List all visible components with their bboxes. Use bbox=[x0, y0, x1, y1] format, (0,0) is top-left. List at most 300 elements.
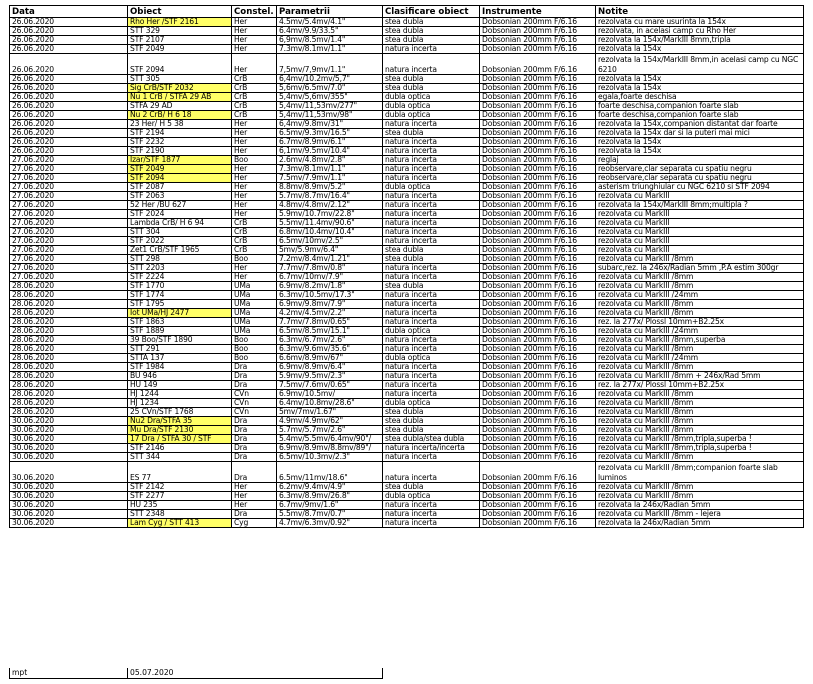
object-cell[interactable]: STT 305 bbox=[128, 75, 232, 84]
header-classification[interactable]: Clasificare obiect bbox=[383, 6, 480, 18]
parameters-cell[interactable]: 6.6mv/8.9mv/67" bbox=[277, 354, 383, 363]
notes-cell[interactable]: rezolvata cu MarkIII /8mm bbox=[596, 483, 804, 492]
object-cell[interactable]: Lambda CrB/ H 6 94 bbox=[128, 219, 232, 228]
object-cell[interactable]: HU 149 bbox=[128, 381, 232, 390]
date-cell[interactable]: 28.06.2020 bbox=[10, 282, 128, 291]
notes-cell[interactable]: rezolvata cu MarkIII /8mm bbox=[596, 417, 804, 426]
notes-cell[interactable]: rezolvata la 154x/MarkIII 8mm,tripla bbox=[596, 36, 804, 45]
object-cell[interactable]: STF 2277 bbox=[128, 492, 232, 501]
object-cell[interactable]: Iot UMa/HJ 2477 bbox=[128, 309, 232, 318]
notes-cell[interactable]: rez. la 277x/ Plossl 10mm+B2.25x bbox=[596, 318, 804, 327]
notes-cell[interactable]: rezolvata, in acelasi camp cu Rho Her bbox=[596, 27, 804, 36]
date-cell[interactable]: 27.06.2020 bbox=[10, 156, 128, 165]
parameters-cell[interactable]: 6.3mv/6.7mv/2.6" bbox=[277, 336, 383, 345]
notes-cell[interactable]: rezolvata cu MarkIII /8mm bbox=[596, 408, 804, 417]
object-cell[interactable]: Lam Cyg / STT 413 bbox=[128, 519, 232, 528]
constellation-cell[interactable]: Cyg bbox=[232, 519, 277, 528]
date-cell[interactable]: 28.06.2020 bbox=[10, 363, 128, 372]
instrument-cell[interactable]: Dobsonian 200mm F/6.16 bbox=[480, 111, 596, 120]
notes-cell[interactable]: rezolvata cu MarkIII /8mm + 246x/Rad 5mm bbox=[596, 372, 804, 381]
parameters-cell[interactable]: 7.3mv/8.1mv/1.1" bbox=[277, 45, 383, 54]
parameters-cell[interactable]: 7.5mv/7.6mv/0.65" bbox=[277, 381, 383, 390]
footer-date[interactable]: 05.07.2020 bbox=[128, 668, 383, 679]
constellation-cell[interactable]: Boo bbox=[232, 354, 277, 363]
parameters-cell[interactable]: 4.5mv/5.4mv/4.1" bbox=[277, 18, 383, 27]
object-cell[interactable]: 23 Her/ H 5 38 bbox=[128, 120, 232, 129]
constellation-cell[interactable]: Dra bbox=[232, 462, 277, 483]
notes-cell[interactable]: rezolvata cu MarkIII bbox=[596, 246, 804, 255]
instrument-cell[interactable]: Dobsonian 200mm F/6.16 bbox=[480, 417, 596, 426]
instrument-cell[interactable]: Dobsonian 200mm F/6.16 bbox=[480, 363, 596, 372]
instrument-cell[interactable]: Dobsonian 200mm F/6.16 bbox=[480, 390, 596, 399]
instrument-cell[interactable]: Dobsonian 200mm F/6.16 bbox=[480, 300, 596, 309]
object-cell[interactable]: STF 1774 bbox=[128, 291, 232, 300]
instrument-cell[interactable]: Dobsonian 200mm F/6.16 bbox=[480, 174, 596, 183]
constellation-cell[interactable]: Dra bbox=[232, 372, 277, 381]
instrument-cell[interactable]: Dobsonian 200mm F/6.16 bbox=[480, 183, 596, 192]
classification-cell[interactable]: natura incerta bbox=[383, 372, 480, 381]
date-cell[interactable]: 28.06.2020 bbox=[10, 291, 128, 300]
constellation-cell[interactable]: CrB bbox=[232, 93, 277, 102]
constellation-cell[interactable]: Dra bbox=[232, 363, 277, 372]
instrument-cell[interactable]: Dobsonian 200mm F/6.16 bbox=[480, 354, 596, 363]
constellation-cell[interactable]: CrB bbox=[232, 84, 277, 93]
notes-cell[interactable]: rezolvata cu MarkIII /8mm bbox=[596, 426, 804, 435]
parameters-cell[interactable]: 2.6mv/4.8mv/2.8" bbox=[277, 156, 383, 165]
constellation-cell[interactable]: Her bbox=[232, 501, 277, 510]
object-cell[interactable]: Nu 1 CrB / STFA 29 AB bbox=[128, 93, 232, 102]
date-cell[interactable]: 30.06.2020 bbox=[10, 462, 128, 483]
classification-cell[interactable]: natura incerta bbox=[383, 237, 480, 246]
instrument-cell[interactable]: Dobsonian 200mm F/6.16 bbox=[480, 255, 596, 264]
object-cell[interactable]: STF 2224 bbox=[128, 273, 232, 282]
constellation-cell[interactable]: CrB bbox=[232, 237, 277, 246]
date-cell[interactable]: 28.06.2020 bbox=[10, 336, 128, 345]
constellation-cell[interactable]: UMa bbox=[232, 318, 277, 327]
classification-cell[interactable]: natura incerta bbox=[383, 318, 480, 327]
instrument-cell[interactable]: Dobsonian 200mm F/6.16 bbox=[480, 84, 596, 93]
constellation-cell[interactable]: CrB bbox=[232, 75, 277, 84]
date-cell[interactable]: 27.06.2020 bbox=[10, 174, 128, 183]
date-cell[interactable]: 28.06.2020 bbox=[10, 345, 128, 354]
object-cell[interactable]: STF 1795 bbox=[128, 300, 232, 309]
classification-cell[interactable]: natura incerta bbox=[383, 192, 480, 201]
constellation-cell[interactable]: Her bbox=[232, 45, 277, 54]
parameters-cell[interactable]: 5.9mv/10.7mv/22.8" bbox=[277, 210, 383, 219]
classification-cell[interactable]: natura incerta bbox=[383, 336, 480, 345]
classification-cell[interactable]: dubla optica bbox=[383, 183, 480, 192]
date-cell[interactable]: 30.06.2020 bbox=[10, 417, 128, 426]
header-date[interactable]: Data bbox=[10, 6, 128, 18]
notes-cell[interactable]: rezolvata la 246x/Radian 5mm bbox=[596, 501, 804, 510]
parameters-cell[interactable]: 7,5mv/7,9mv/1.1" bbox=[277, 54, 383, 75]
classification-cell[interactable]: natura incerta bbox=[383, 156, 480, 165]
parameters-cell[interactable]: 6.3mv/10.5mv/17.3" bbox=[277, 291, 383, 300]
date-cell[interactable]: 26.06.2020 bbox=[10, 93, 128, 102]
date-cell[interactable]: 26.06.2020 bbox=[10, 102, 128, 111]
instrument-cell[interactable]: Dobsonian 200mm F/6.16 bbox=[480, 408, 596, 417]
parameters-cell[interactable]: 6.3mv/9.6mv/35.6" bbox=[277, 345, 383, 354]
notes-cell[interactable]: egala,foarte deschisa bbox=[596, 93, 804, 102]
classification-cell[interactable]: natura incerta bbox=[383, 54, 480, 75]
notes-cell[interactable]: rezolvata la 154x dar si la puteri mai mici bbox=[596, 129, 804, 138]
date-cell[interactable]: 26.06.2020 bbox=[10, 147, 128, 156]
classification-cell[interactable]: natura incerta bbox=[383, 273, 480, 282]
instrument-cell[interactable]: Dobsonian 200mm F/6.16 bbox=[480, 219, 596, 228]
date-cell[interactable]: 27.06.2020 bbox=[10, 183, 128, 192]
constellation-cell[interactable]: CVn bbox=[232, 408, 277, 417]
constellation-cell[interactable]: Her bbox=[232, 165, 277, 174]
notes-cell[interactable]: rezolvata cu MarkIII /8mm - lejera bbox=[596, 510, 804, 519]
constellation-cell[interactable]: Her bbox=[232, 138, 277, 147]
date-cell[interactable]: 26.06.2020 bbox=[10, 18, 128, 27]
constellation-cell[interactable]: Dra bbox=[232, 417, 277, 426]
instrument-cell[interactable]: Dobsonian 200mm F/6.16 bbox=[480, 462, 596, 483]
object-cell[interactable]: STF 2146 bbox=[128, 444, 232, 453]
object-cell[interactable]: HU 235 bbox=[128, 501, 232, 510]
parameters-cell[interactable]: 5.5mv/8.7mv/0.7" bbox=[277, 510, 383, 519]
instrument-cell[interactable]: Dobsonian 200mm F/6.16 bbox=[480, 399, 596, 408]
notes-cell[interactable]: rezolvata cu MarkIII /8mm bbox=[596, 390, 804, 399]
notes-cell[interactable]: rezolvata la 246x/Radian 5mm bbox=[596, 519, 804, 528]
classification-cell[interactable]: stea dubla bbox=[383, 27, 480, 36]
object-cell[interactable]: STF 2049 bbox=[128, 165, 232, 174]
classification-cell[interactable]: natura incerta bbox=[383, 300, 480, 309]
constellation-cell[interactable]: Boo bbox=[232, 336, 277, 345]
constellation-cell[interactable]: Her bbox=[232, 492, 277, 501]
date-cell[interactable]: 26.06.2020 bbox=[10, 138, 128, 147]
object-cell[interactable]: STT 2348 bbox=[128, 510, 232, 519]
date-cell[interactable]: 30.06.2020 bbox=[10, 519, 128, 528]
date-cell[interactable]: 30.06.2020 bbox=[10, 426, 128, 435]
date-cell[interactable]: 28.06.2020 bbox=[10, 300, 128, 309]
date-cell[interactable]: 28.06.2020 bbox=[10, 381, 128, 390]
constellation-cell[interactable]: CVn bbox=[232, 390, 277, 399]
parameters-cell[interactable]: 6.9mv/9.8mv/7.9" bbox=[277, 300, 383, 309]
object-cell[interactable]: STF 1984 bbox=[128, 363, 232, 372]
instrument-cell[interactable]: Dobsonian 200mm F/6.16 bbox=[480, 75, 596, 84]
object-cell[interactable]: STF 2022 bbox=[128, 237, 232, 246]
parameters-cell[interactable]: 6.9mv/8.9mv/8.8mv/89"/ bbox=[277, 444, 383, 453]
classification-cell[interactable]: dubla optica bbox=[383, 327, 480, 336]
parameters-cell[interactable]: 6,4mv/9.8mv/31" bbox=[277, 120, 383, 129]
object-cell[interactable]: 52 Her /BU 627 bbox=[128, 201, 232, 210]
parameters-cell[interactable]: 5.7mv/5.7mv/2.6" bbox=[277, 426, 383, 435]
parameters-cell[interactable]: 6,4mv/10.2mv/5,7" bbox=[277, 75, 383, 84]
notes-cell[interactable]: rezolvata cu MarkIII /8mm,tripla,superba ! bbox=[596, 444, 804, 453]
constellation-cell[interactable]: Dra bbox=[232, 426, 277, 435]
constellation-cell[interactable]: Dra bbox=[232, 510, 277, 519]
constellation-cell[interactable]: Her bbox=[232, 27, 277, 36]
date-cell[interactable]: 30.06.2020 bbox=[10, 501, 128, 510]
constellation-cell[interactable]: Her bbox=[232, 483, 277, 492]
date-cell[interactable]: 30.06.2020 bbox=[10, 435, 128, 444]
instrument-cell[interactable]: Dobsonian 200mm F/6.16 bbox=[480, 453, 596, 462]
object-cell[interactable]: HJ 1234 bbox=[128, 399, 232, 408]
object-cell[interactable]: Zet1 CrB/STF 1965 bbox=[128, 246, 232, 255]
object-cell[interactable]: BU 946 bbox=[128, 372, 232, 381]
date-cell[interactable]: 26.06.2020 bbox=[10, 75, 128, 84]
notes-cell[interactable]: rezolvata cu MarkIII bbox=[596, 228, 804, 237]
object-cell[interactable]: STT 298 bbox=[128, 255, 232, 264]
constellation-cell[interactable]: UMa bbox=[232, 291, 277, 300]
constellation-cell[interactable]: Her bbox=[232, 120, 277, 129]
constellation-cell[interactable]: Her bbox=[232, 54, 277, 75]
notes-cell[interactable]: rezolvata cu MarkIII /24mm bbox=[596, 354, 804, 363]
classification-cell[interactable]: natura incerta bbox=[383, 363, 480, 372]
classification-cell[interactable]: natura incerta bbox=[383, 309, 480, 318]
classification-cell[interactable]: natura incerta bbox=[383, 165, 480, 174]
classification-cell[interactable]: stea dubla bbox=[383, 426, 480, 435]
notes-cell[interactable]: rezolvata cu MarkIII /8mm bbox=[596, 273, 804, 282]
instrument-cell[interactable]: Dobsonian 200mm F/6.16 bbox=[480, 36, 596, 45]
instrument-cell[interactable]: Dobsonian 200mm F/6.16 bbox=[480, 336, 596, 345]
parameters-cell[interactable]: 4.7mv/6.3mv/0.92" bbox=[277, 519, 383, 528]
header-parameters[interactable]: Parametrii bbox=[277, 6, 383, 18]
classification-cell[interactable]: stea dubla bbox=[383, 255, 480, 264]
classification-cell[interactable]: stea dubla bbox=[383, 417, 480, 426]
notes-cell[interactable]: asterism triunghiular cu NGC 6210 si STF 2094 bbox=[596, 183, 804, 192]
instrument-cell[interactable]: Dobsonian 200mm F/6.16 bbox=[480, 27, 596, 36]
object-cell[interactable]: STF 2190 bbox=[128, 147, 232, 156]
date-cell[interactable]: 30.06.2020 bbox=[10, 510, 128, 519]
notes-cell[interactable]: rezolvata la 154x,companion distantat dar foarte bbox=[596, 120, 804, 129]
object-cell[interactable]: STF 2049 bbox=[128, 45, 232, 54]
object-cell[interactable]: STT 329 bbox=[128, 27, 232, 36]
parameters-cell[interactable]: 5.7mv/8.7mv/16.4" bbox=[277, 192, 383, 201]
parameters-cell[interactable]: 7.3mv/8.1mv/1.1" bbox=[277, 165, 383, 174]
instrument-cell[interactable]: Dobsonian 200mm F/6.16 bbox=[480, 519, 596, 528]
constellation-cell[interactable]: CVn bbox=[232, 399, 277, 408]
parameters-cell[interactable]: 6,1mv/9.5mv/10.4" bbox=[277, 147, 383, 156]
constellation-cell[interactable]: Her bbox=[232, 201, 277, 210]
classification-cell[interactable]: natura incerta bbox=[383, 264, 480, 273]
object-cell[interactable]: STF 2107 bbox=[128, 36, 232, 45]
parameters-cell[interactable]: 5mv/7mv/1.67" bbox=[277, 408, 383, 417]
classification-cell[interactable]: natura incerta bbox=[383, 45, 480, 54]
classification-cell[interactable]: natura incerta bbox=[383, 210, 480, 219]
constellation-cell[interactable]: Boo bbox=[232, 345, 277, 354]
notes-cell[interactable]: rez. la 277x/ Plossl 10mm+B2.25x bbox=[596, 381, 804, 390]
notes-cell[interactable]: rezolvata la 154x/MarkIII 8mm;multipla ? bbox=[596, 201, 804, 210]
instrument-cell[interactable]: Dobsonian 200mm F/6.16 bbox=[480, 228, 596, 237]
date-cell[interactable]: 28.06.2020 bbox=[10, 327, 128, 336]
constellation-cell[interactable]: CrB bbox=[232, 246, 277, 255]
instrument-cell[interactable]: Dobsonian 200mm F/6.16 bbox=[480, 210, 596, 219]
constellation-cell[interactable]: Her bbox=[232, 147, 277, 156]
object-cell[interactable]: STF 1863 bbox=[128, 318, 232, 327]
object-cell[interactable]: STFA 29 AD bbox=[128, 102, 232, 111]
instrument-cell[interactable]: Dobsonian 200mm F/6.16 bbox=[480, 291, 596, 300]
parameters-cell[interactable]: 6.4mv/9.9/33.5" bbox=[277, 27, 383, 36]
classification-cell[interactable]: natura incerta bbox=[383, 462, 480, 483]
parameters-cell[interactable]: 6.4mv/10.8mv/28.6" bbox=[277, 399, 383, 408]
object-cell[interactable]: HJ 1244 bbox=[128, 390, 232, 399]
constellation-cell[interactable]: Her bbox=[232, 264, 277, 273]
date-cell[interactable]: 27.06.2020 bbox=[10, 210, 128, 219]
object-cell[interactable]: STF 2094 bbox=[128, 54, 232, 75]
classification-cell[interactable]: stea dubla bbox=[383, 246, 480, 255]
notes-cell[interactable]: rezolvata la 154x bbox=[596, 45, 804, 54]
instrument-cell[interactable]: Dobsonian 200mm F/6.16 bbox=[480, 237, 596, 246]
instrument-cell[interactable]: Dobsonian 200mm F/6.16 bbox=[480, 510, 596, 519]
instrument-cell[interactable]: Dobsonian 200mm F/6.16 bbox=[480, 120, 596, 129]
object-cell[interactable]: STT 2203 bbox=[128, 264, 232, 273]
date-cell[interactable]: 30.06.2020 bbox=[10, 492, 128, 501]
instrument-cell[interactable]: Dobsonian 200mm F/6.16 bbox=[480, 273, 596, 282]
parameters-cell[interactable]: 6.8mv/10.4mv/10.4" bbox=[277, 228, 383, 237]
classification-cell[interactable]: natura incerta bbox=[383, 174, 480, 183]
instrument-cell[interactable]: Dobsonian 200mm F/6.16 bbox=[480, 156, 596, 165]
object-cell[interactable]: STT 304 bbox=[128, 228, 232, 237]
notes-cell[interactable]: rezolvata cu mare usurinta la 154x bbox=[596, 18, 804, 27]
parameters-cell[interactable]: 6.7mv/9mv/1.6" bbox=[277, 501, 383, 510]
classification-cell[interactable]: stea dubla/stea dubla bbox=[383, 435, 480, 444]
constellation-cell[interactable]: Dra bbox=[232, 381, 277, 390]
parameters-cell[interactable]: 6.7mv/10mv/7.9" bbox=[277, 273, 383, 282]
object-cell[interactable]: Mu Dra/STF 2130 bbox=[128, 426, 232, 435]
classification-cell[interactable]: stea dubla bbox=[383, 282, 480, 291]
date-cell[interactable]: 26.06.2020 bbox=[10, 120, 128, 129]
date-cell[interactable]: 30.06.2020 bbox=[10, 483, 128, 492]
object-cell[interactable]: STTA 137 bbox=[128, 354, 232, 363]
constellation-cell[interactable]: UMa bbox=[232, 327, 277, 336]
classification-cell[interactable]: natura incerta/incerta bbox=[383, 444, 480, 453]
object-cell[interactable]: Nu2 Dra/STFA 35 bbox=[128, 417, 232, 426]
date-cell[interactable]: 27.06.2020 bbox=[10, 246, 128, 255]
instrument-cell[interactable]: Dobsonian 200mm F/6.16 bbox=[480, 501, 596, 510]
instrument-cell[interactable]: Dobsonian 200mm F/6.16 bbox=[480, 483, 596, 492]
notes-cell[interactable]: rezolvata cu MarkIII /8mm bbox=[596, 255, 804, 264]
date-cell[interactable]: 28.06.2020 bbox=[10, 408, 128, 417]
instrument-cell[interactable]: Dobsonian 200mm F/6.16 bbox=[480, 201, 596, 210]
classification-cell[interactable]: dubla optica bbox=[383, 399, 480, 408]
instrument-cell[interactable]: Dobsonian 200mm F/6.16 bbox=[480, 345, 596, 354]
notes-cell[interactable]: rezolvata la 154x bbox=[596, 138, 804, 147]
parameters-cell[interactable]: 6.9mv/8.9mv/6.4" bbox=[277, 363, 383, 372]
notes-cell[interactable]: rezolvata cu MarkIII /8mm bbox=[596, 345, 804, 354]
parameters-cell[interactable]: 7.5mv/7.9mv/1.1" bbox=[277, 174, 383, 183]
object-cell[interactable]: STF 2087 bbox=[128, 183, 232, 192]
instrument-cell[interactable]: Dobsonian 200mm F/6.16 bbox=[480, 282, 596, 291]
notes-cell[interactable]: rezolvata cu MarkIII bbox=[596, 237, 804, 246]
classification-cell[interactable]: natura incerta bbox=[383, 345, 480, 354]
instrument-cell[interactable]: Dobsonian 200mm F/6.16 bbox=[480, 318, 596, 327]
date-cell[interactable]: 27.06.2020 bbox=[10, 255, 128, 264]
object-cell[interactable]: Sig CrB/STF 2032 bbox=[128, 84, 232, 93]
date-cell[interactable]: 27.06.2020 bbox=[10, 228, 128, 237]
notes-cell[interactable]: rezolvata cu MarkIII bbox=[596, 192, 804, 201]
notes-cell[interactable]: rezolvata cu MarkIII /8mm bbox=[596, 453, 804, 462]
notes-cell[interactable]: rezolvata cu MarkIII bbox=[596, 219, 804, 228]
parameters-cell[interactable]: 5.9mv/9.5mv/2.3" bbox=[277, 372, 383, 381]
header-object[interactable]: Obiect bbox=[128, 6, 232, 18]
constellation-cell[interactable]: Her bbox=[232, 36, 277, 45]
notes-cell[interactable]: rezolvata cu MarkIII /8mm bbox=[596, 300, 804, 309]
parameters-cell[interactable]: 7.7mv/7.8mv/0.8" bbox=[277, 264, 383, 273]
date-cell[interactable]: 27.06.2020 bbox=[10, 219, 128, 228]
constellation-cell[interactable]: Her bbox=[232, 192, 277, 201]
instrument-cell[interactable]: Dobsonian 200mm F/6.16 bbox=[480, 246, 596, 255]
classification-cell[interactable]: natura incerta bbox=[383, 147, 480, 156]
constellation-cell[interactable]: CrB bbox=[232, 219, 277, 228]
instrument-cell[interactable]: Dobsonian 200mm F/6.16 bbox=[480, 435, 596, 444]
constellation-cell[interactable]: Her bbox=[232, 129, 277, 138]
classification-cell[interactable]: natura incerta bbox=[383, 453, 480, 462]
constellation-cell[interactable]: Her bbox=[232, 174, 277, 183]
parameters-cell[interactable]: 6.2mv/9.4mv/4.9" bbox=[277, 483, 383, 492]
classification-cell[interactable]: stea dubla bbox=[383, 18, 480, 27]
constellation-cell[interactable]: CrB bbox=[232, 228, 277, 237]
parameters-cell[interactable]: 6.5mv/10mv/2.5" bbox=[277, 237, 383, 246]
classification-cell[interactable]: natura incerta bbox=[383, 381, 480, 390]
parameters-cell[interactable]: 5mv/5.9mv/6.4" bbox=[277, 246, 383, 255]
object-cell[interactable]: STF 2142 bbox=[128, 483, 232, 492]
classification-cell[interactable]: natura incerta bbox=[383, 291, 480, 300]
constellation-cell[interactable]: UMa bbox=[232, 309, 277, 318]
notes-cell[interactable]: reobservare,clar separata cu spatiu negru bbox=[596, 174, 804, 183]
classification-cell[interactable]: natura incerta bbox=[383, 138, 480, 147]
object-cell[interactable]: STF 2194 bbox=[128, 129, 232, 138]
classification-cell[interactable]: natura incerta bbox=[383, 519, 480, 528]
object-cell[interactable]: 25 CVn/STF 1768 bbox=[128, 408, 232, 417]
parameters-cell[interactable]: 6.9mv/10.5mv/ bbox=[277, 390, 383, 399]
instrument-cell[interactable]: Dobsonian 200mm F/6.16 bbox=[480, 147, 596, 156]
constellation-cell[interactable]: Her bbox=[232, 183, 277, 192]
date-cell[interactable]: 30.06.2020 bbox=[10, 453, 128, 462]
header-notes[interactable]: Notite bbox=[596, 6, 804, 18]
header-constellation[interactable]: Constel. bbox=[232, 6, 277, 18]
instrument-cell[interactable]: Dobsonian 200mm F/6.16 bbox=[480, 102, 596, 111]
notes-cell[interactable]: rezolvata la 154x bbox=[596, 75, 804, 84]
object-cell[interactable]: STF 2232 bbox=[128, 138, 232, 147]
date-cell[interactable]: 26.06.2020 bbox=[10, 36, 128, 45]
footer-author[interactable]: mpt bbox=[10, 668, 128, 679]
object-cell[interactable]: STF 1889 bbox=[128, 327, 232, 336]
parameters-cell[interactable]: 5.4mv/5.5mv/6.4mv/90"/ bbox=[277, 435, 383, 444]
constellation-cell[interactable]: Boo bbox=[232, 255, 277, 264]
notes-cell[interactable]: rezolvata cu MarkIII /8mm bbox=[596, 282, 804, 291]
date-cell[interactable]: 27.06.2020 bbox=[10, 237, 128, 246]
notes-cell[interactable]: rezolvata cu MarkIII /8mm,superba bbox=[596, 336, 804, 345]
classification-cell[interactable]: natura incerta bbox=[383, 201, 480, 210]
object-cell[interactable]: Izar/STF 1877 bbox=[128, 156, 232, 165]
notes-cell[interactable]: rezolvata cu MarkIII /8mm bbox=[596, 492, 804, 501]
instrument-cell[interactable]: Dobsonian 200mm F/6.16 bbox=[480, 381, 596, 390]
constellation-cell[interactable]: Dra bbox=[232, 444, 277, 453]
notes-cell[interactable]: rezolvata cu MarkIII /8mm,tripla,superba ! bbox=[596, 435, 804, 444]
object-cell[interactable]: STT 344 bbox=[128, 453, 232, 462]
parameters-cell[interactable]: 6.7mv/8.9mv/6.1" bbox=[277, 138, 383, 147]
date-cell[interactable]: 28.06.2020 bbox=[10, 372, 128, 381]
parameters-cell[interactable]: 8.8mv/8.9mv/5.2" bbox=[277, 183, 383, 192]
constellation-cell[interactable]: Dra bbox=[232, 453, 277, 462]
object-cell[interactable]: Rho Her /STF 2161 bbox=[128, 18, 232, 27]
date-cell[interactable]: 27.06.2020 bbox=[10, 192, 128, 201]
classification-cell[interactable]: natura incerta bbox=[383, 219, 480, 228]
instrument-cell[interactable]: Dobsonian 200mm F/6.16 bbox=[480, 18, 596, 27]
date-cell[interactable]: 26.06.2020 bbox=[10, 45, 128, 54]
parameters-cell[interactable]: 6.3mv/8.9mv/26.8" bbox=[277, 492, 383, 501]
constellation-cell[interactable]: Her bbox=[232, 273, 277, 282]
instrument-cell[interactable]: Dobsonian 200mm F/6.16 bbox=[480, 492, 596, 501]
date-cell[interactable]: 30.06.2020 bbox=[10, 444, 128, 453]
instrument-cell[interactable]: Dobsonian 200mm F/6.16 bbox=[480, 165, 596, 174]
instrument-cell[interactable]: Dobsonian 200mm F/6.16 bbox=[480, 192, 596, 201]
notes-cell[interactable]: rezolvata la 154x bbox=[596, 147, 804, 156]
date-cell[interactable]: 27.06.2020 bbox=[10, 201, 128, 210]
instrument-cell[interactable]: Dobsonian 200mm F/6.16 bbox=[480, 426, 596, 435]
